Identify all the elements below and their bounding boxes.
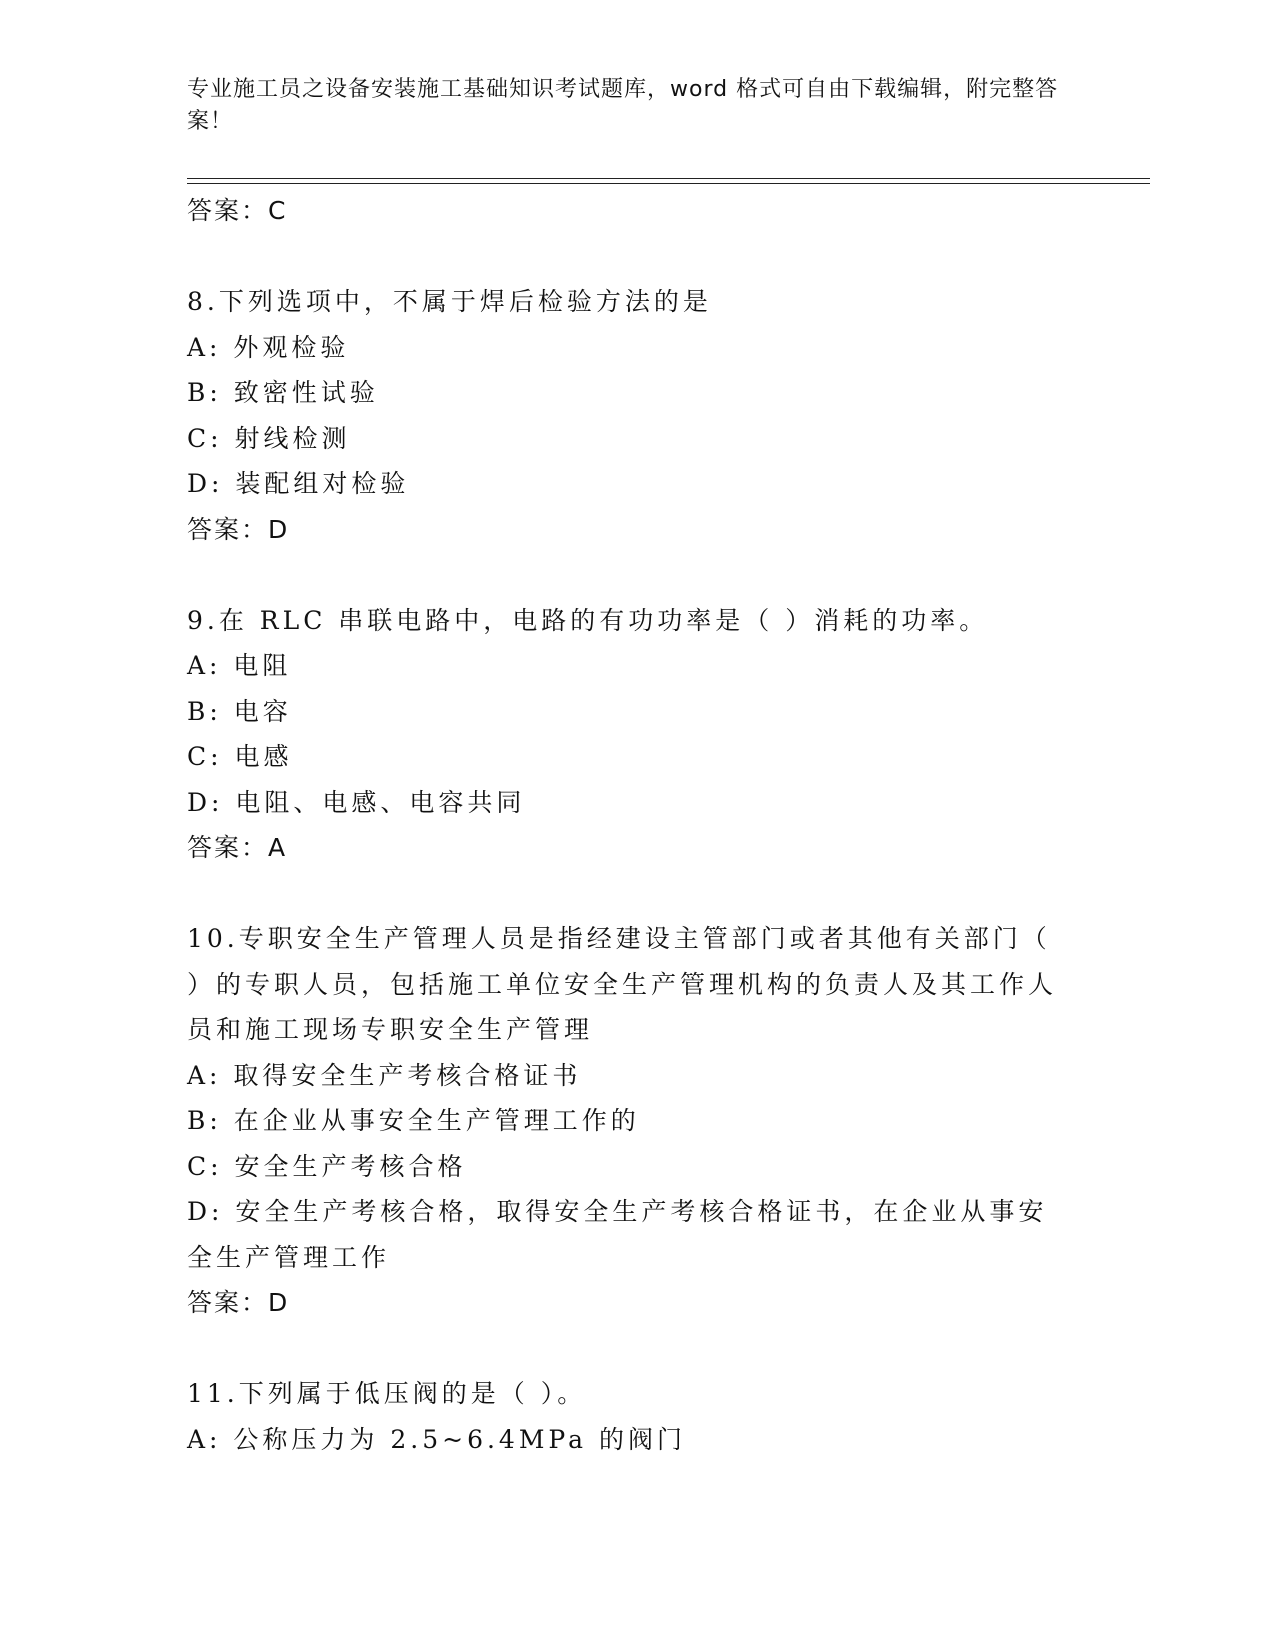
question-stem: 11.下列属于低压阀的是（ ）。 (187, 1379, 587, 1408)
option-a: A: 取得安全生产考核合格证书 (187, 1060, 582, 1090)
answer-line: 答案：D (187, 514, 290, 544)
option-a: A: 公称压力为 2.5~6.4MPa 的阀门 (187, 1424, 686, 1454)
option-d: D: 装配组对检验 (187, 469, 410, 498)
option-c: C: 电感 (187, 742, 293, 771)
question-stem: 10.专职安全生产管理人员是指经建设主管部门或者其他有关部门（ ）的专职人员，包括施工单位安全生产管理机构的负责人及其工作人员和施工现场专职安全生产管理 (187, 924, 1058, 1044)
header-divider-bottom (187, 183, 1150, 184)
option-a: A: 电阻 (187, 651, 292, 680)
option-b: B: 在企业从事安全生产管理工作的 (187, 1106, 640, 1135)
option-b: B: 电容 (187, 696, 292, 726)
option-b: B: 致密性试验 (187, 378, 379, 407)
header-divider-top (187, 178, 1150, 179)
option-a: A: 外观检验 (187, 332, 350, 362)
question-stem: 8.下列选项中，不属于焊后检验方法的是 (187, 287, 712, 316)
question-9 (187, 598, 1087, 871)
option-c: C: 安全生产考核合格 (187, 1151, 467, 1181)
question-10 (187, 916, 1087, 1325)
document-header: 专业施工员之设备安装施工基础知识考试题库，word 格式可自由下载编辑，附完整答案！ (187, 77, 1059, 134)
option-d: D: 电阻、电感、电容共同 (187, 787, 526, 817)
question-list (187, 188, 1087, 1508)
question-11 (187, 1371, 1087, 1462)
answer-line: 答案：D (187, 1288, 290, 1317)
answer-line: 答案：A (187, 833, 288, 862)
option-c: C: 射线检测 (187, 423, 351, 453)
answer-line: 答案：C (187, 196, 288, 225)
question-stem: 9.在 RLC 串联电路中，电路的有功功率是（ ）消耗的功率。 (187, 605, 989, 635)
option-d: D: 安全生产考核合格，取得安全生产考核合格证书，在企业从事安全生产管理工作 (187, 1197, 1048, 1272)
question-8 (187, 279, 1087, 552)
